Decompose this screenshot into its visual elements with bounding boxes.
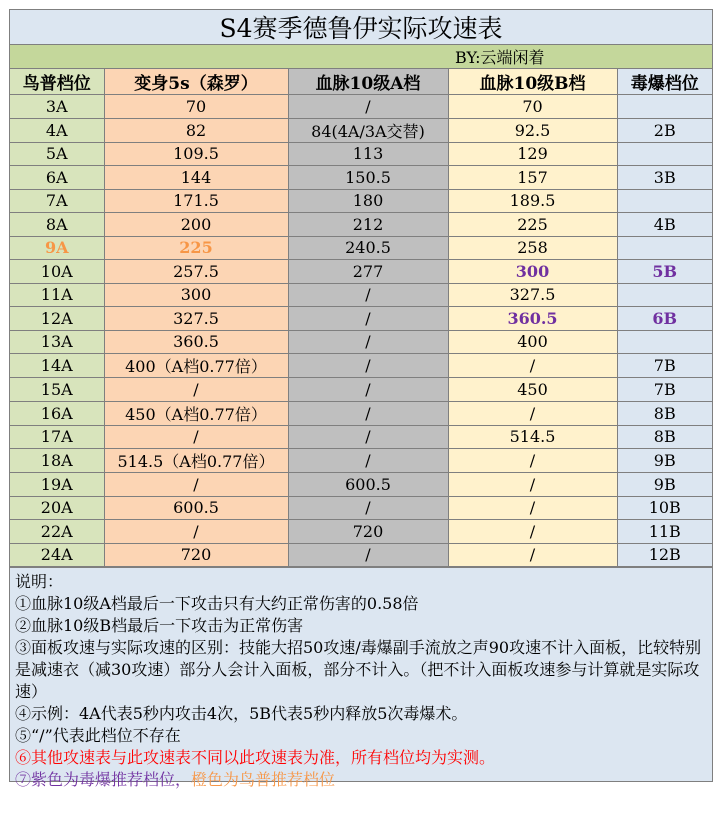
cell-blood-a: / — [288, 354, 448, 378]
cell-blood-a: / — [288, 425, 448, 449]
cell-poison-gear — [617, 95, 712, 119]
cell-morph: 514.5（A档0.77倍） — [104, 449, 288, 473]
cell-blood-a: / — [288, 449, 448, 473]
cell-poison-gear: 4B — [617, 213, 712, 237]
cell-blood-a: 180 — [288, 189, 448, 213]
cell-poison-gear: 11B — [617, 520, 712, 544]
note-7-purple: ⑦紫色为毒爆推荐档位， — [15, 770, 192, 789]
note-6: ⑥其他攻速表与此攻速表不同以此攻速表为准，所有档位均为实测。 — [15, 748, 496, 767]
table-row — [10, 213, 712, 237]
cell-blood-b: / — [448, 520, 617, 544]
cell-poison-gear: 3B — [617, 166, 712, 190]
cell-blood-a: / — [288, 307, 448, 331]
cell-poison-gear: 9B — [617, 473, 712, 497]
cell-morph: 360.5 — [104, 330, 288, 354]
cell-poison-gear — [617, 283, 712, 307]
header-row — [10, 69, 712, 95]
note-7 — [15, 769, 708, 791]
table-row — [10, 496, 712, 520]
cell-blood-a: 720 — [288, 520, 448, 544]
table-row — [10, 401, 712, 425]
cell-blood-a: / — [288, 283, 448, 307]
cell-morph: 200 — [104, 213, 288, 237]
cell-blood-a: 150.5 — [288, 166, 448, 190]
note-3: ③面板攻速与实际攻速的区别：技能大招50攻速/毒爆副手流放之声90攻速不计入面板，比较特别是减速衣（减30攻速）部分人会计入面板，部分不计入。（把不计入面板攻速参与计算就是实际攻速） — [15, 638, 702, 701]
cell-bird-gear: 9A — [10, 236, 104, 260]
cell-blood-b: 129 — [448, 142, 617, 166]
table-row — [10, 449, 712, 473]
cell-morph: 144 — [104, 166, 288, 190]
table-row — [10, 330, 712, 354]
cell-poison-gear: 2B — [617, 118, 712, 142]
cell-blood-b: / — [448, 543, 617, 567]
cell-poison-gear — [617, 330, 712, 354]
table-row — [10, 520, 712, 544]
table-body — [10, 95, 712, 567]
cell-morph: 257.5 — [104, 260, 288, 284]
cell-morph: 225 — [104, 236, 288, 260]
table-row — [10, 473, 712, 497]
header-bird-gear: 鸟普档位 — [10, 69, 104, 95]
table-row — [10, 260, 712, 284]
cell-bird-gear: 15A — [10, 378, 104, 402]
table-row — [10, 142, 712, 166]
sheet-title: S4赛季德鲁伊实际攻速表 — [10, 10, 712, 45]
cell-blood-b: 360.5 — [448, 307, 617, 331]
note-2: ②血脉10级B档最后一下攻击为正常伤害 — [15, 616, 304, 635]
author-byline: BY:云端闲着 — [10, 45, 712, 69]
cell-blood-a: / — [288, 543, 448, 567]
cell-bird-gear: 7A — [10, 189, 104, 213]
notes-section — [10, 567, 712, 789]
cell-blood-b: / — [448, 401, 617, 425]
cell-bird-gear: 17A — [10, 425, 104, 449]
cell-bird-gear: 5A — [10, 142, 104, 166]
cell-blood-a: 277 — [288, 260, 448, 284]
cell-blood-a: 84(4A/3A交替) — [288, 118, 448, 142]
cell-blood-b: 450 — [448, 378, 617, 402]
cell-blood-b: 70 — [448, 95, 617, 119]
cell-blood-a: 600.5 — [288, 473, 448, 497]
note-1: ①血脉10级A档最后一下攻击只有大约正常伤害的0.58倍 — [15, 594, 419, 613]
cell-poison-gear — [617, 236, 712, 260]
cell-morph: / — [104, 378, 288, 402]
cell-poison-gear: 8B — [617, 425, 712, 449]
cell-blood-b: 327.5 — [448, 283, 617, 307]
table-row — [10, 189, 712, 213]
cell-blood-b: / — [448, 354, 617, 378]
cell-bird-gear: 8A — [10, 213, 104, 237]
table-row — [10, 283, 712, 307]
cell-blood-b: 514.5 — [448, 425, 617, 449]
cell-poison-gear: 12B — [617, 543, 712, 567]
cell-blood-a: / — [288, 378, 448, 402]
cell-blood-b: 157 — [448, 166, 617, 190]
cell-bird-gear: 16A — [10, 401, 104, 425]
cell-poison-gear: 7B — [617, 354, 712, 378]
cell-poison-gear — [617, 189, 712, 213]
cell-bird-gear: 11A — [10, 283, 104, 307]
attack-speed-sheet — [9, 9, 713, 789]
cell-blood-b: 225 — [448, 213, 617, 237]
cell-blood-a: 240.5 — [288, 236, 448, 260]
table-row — [10, 118, 712, 142]
cell-bird-gear: 19A — [10, 473, 104, 497]
cell-poison-gear — [617, 142, 712, 166]
cell-poison-gear: 5B — [617, 260, 712, 284]
cell-blood-a: / — [288, 95, 448, 119]
cell-morph: 109.5 — [104, 142, 288, 166]
header-morph: 变身5s（森罗） — [104, 69, 288, 95]
cell-blood-b: 300 — [448, 260, 617, 284]
cell-bird-gear: 10A — [10, 260, 104, 284]
cell-morph: 600.5 — [104, 496, 288, 520]
cell-morph: / — [104, 425, 288, 449]
cell-morph: 720 — [104, 543, 288, 567]
cell-morph: 327.5 — [104, 307, 288, 331]
cell-bird-gear: 3A — [10, 95, 104, 119]
cell-blood-b: 400 — [448, 330, 617, 354]
cell-morph: 171.5 — [104, 189, 288, 213]
cell-bird-gear: 22A — [10, 520, 104, 544]
cell-bird-gear: 6A — [10, 166, 104, 190]
table-row — [10, 307, 712, 331]
table-row — [10, 378, 712, 402]
table-row — [10, 95, 712, 119]
cell-morph: / — [104, 520, 288, 544]
cell-blood-a: / — [288, 330, 448, 354]
cell-blood-a: / — [288, 401, 448, 425]
cell-bird-gear: 14A — [10, 354, 104, 378]
notes-heading: 说明： — [15, 572, 64, 591]
cell-bird-gear: 4A — [10, 118, 104, 142]
cell-poison-gear: 10B — [617, 496, 712, 520]
cell-blood-a: 212 — [288, 213, 448, 237]
note-7-orange: 橙色为鸟普推荐档位 — [191, 770, 336, 789]
cell-poison-gear: 7B — [617, 378, 712, 402]
cell-blood-a: / — [288, 496, 448, 520]
cell-morph: 70 — [104, 95, 288, 119]
cell-bird-gear: 12A — [10, 307, 104, 331]
cell-morph: 400（A档0.77倍） — [104, 354, 288, 378]
cell-poison-gear: 6B — [617, 307, 712, 331]
cell-blood-b: / — [448, 473, 617, 497]
cell-poison-gear: 8B — [617, 401, 712, 425]
attack-speed-table — [10, 69, 712, 567]
cell-poison-gear: 9B — [617, 449, 712, 473]
cell-morph: 82 — [104, 118, 288, 142]
cell-bird-gear: 13A — [10, 330, 104, 354]
cell-morph: 450（A档0.77倍） — [104, 401, 288, 425]
cell-blood-b: / — [448, 449, 617, 473]
table-row — [10, 425, 712, 449]
table-row — [10, 166, 712, 190]
header-blood-a: 血脉10级A档 — [288, 69, 448, 95]
cell-blood-b: 92.5 — [448, 118, 617, 142]
header-blood-b: 血脉10级B档 — [448, 69, 617, 95]
table-row — [10, 236, 712, 260]
note-5: ⑤“/”代表此档位不存在 — [15, 726, 181, 745]
cell-morph: 300 — [104, 283, 288, 307]
cell-blood-b: / — [448, 496, 617, 520]
cell-bird-gear: 18A — [10, 449, 104, 473]
table-row — [10, 354, 712, 378]
cell-blood-b: 189.5 — [448, 189, 617, 213]
table-row — [10, 543, 712, 567]
cell-bird-gear: 24A — [10, 543, 104, 567]
cell-blood-b: 258 — [448, 236, 617, 260]
cell-bird-gear: 20A — [10, 496, 104, 520]
header-poison-gear: 毒爆档位 — [617, 69, 712, 95]
cell-morph: / — [104, 473, 288, 497]
note-4: ④示例：4A代表5秒内攻击4次，5B代表5秒内释放5次毒爆术。 — [15, 704, 468, 723]
cell-blood-a: 113 — [288, 142, 448, 166]
